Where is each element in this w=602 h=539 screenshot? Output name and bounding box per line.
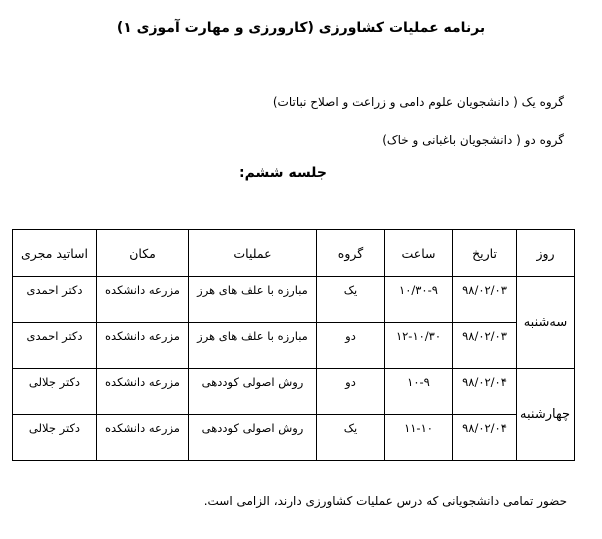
table-row: [13, 277, 575, 323]
time-cell: ۱۲-۱۰/۳۰: [385, 323, 453, 369]
place-cell: مزرعه دانشکده: [97, 277, 189, 323]
operation-cell: مبارزه با علف های هرز: [189, 323, 317, 369]
group-cell: دو: [317, 369, 385, 415]
date-cell: ۹۸/۰۲/۰۴: [453, 369, 517, 415]
place-cell: مزرعه دانشکده: [97, 323, 189, 369]
group-cell: دو: [317, 323, 385, 369]
operation-cell: روش اصولی کوددهی: [189, 369, 317, 415]
instructor-cell: دکتر جلالی: [13, 369, 97, 415]
instructor-cell: دکتر احمدی: [13, 277, 97, 323]
operation-cell: روش اصولی کوددهی: [189, 415, 317, 461]
header-place: مکان: [97, 230, 189, 277]
place-cell: مزرعه دانشکده: [97, 369, 189, 415]
instructor-cell: دکتر جلالی: [13, 415, 97, 461]
place-cell: مزرعه دانشکده: [97, 415, 189, 461]
schedule-table: [12, 229, 575, 461]
table-header-row: [13, 230, 575, 277]
group-cell: یک: [317, 415, 385, 461]
session-heading: جلسه ششم:: [238, 165, 327, 181]
header-group: گروه: [317, 230, 385, 277]
time-cell: ۱۰-۹: [385, 369, 453, 415]
instructor-cell: دکتر احمدی: [13, 323, 97, 369]
table-row: [13, 323, 575, 369]
time-cell: ۱۰/۳۰-۹: [385, 277, 453, 323]
date-cell: ۹۸/۰۲/۰۳: [453, 277, 517, 323]
day-cell: چهارشنبه: [517, 369, 575, 461]
attendance-note: حضور تمامی دانشجویانی که درس عملیات کشاورزی دارند، الزامی است.: [203, 494, 567, 508]
day-cell: سه‌شنبه: [517, 277, 575, 369]
group-two-description: گروه دو ( دانشجویان باغبانی و خاک): [382, 133, 564, 147]
date-cell: ۹۸/۰۲/۰۴: [453, 415, 517, 461]
group-one-description: گروه یک ( دانشجویان علوم دامی و زراعت و اصلاح نباتات): [272, 95, 564, 109]
header-instructor: اساتید مجری: [13, 230, 97, 277]
document-title: برنامه عملیات کشاورزی (کارورزی و مهارت آموزی ۱): [116, 20, 486, 36]
group-cell: یک: [317, 277, 385, 323]
table-row: [13, 415, 575, 461]
header-time: ساعت: [385, 230, 453, 277]
time-cell: ۱۱-۱۰: [385, 415, 453, 461]
table-row: [13, 369, 575, 415]
operation-cell: مبارزه با علف های هرز: [189, 277, 317, 323]
date-cell: ۹۸/۰۲/۰۳: [453, 323, 517, 369]
header-date: تاریخ: [453, 230, 517, 277]
header-operation: عملیات: [189, 230, 317, 277]
header-day: روز: [517, 230, 575, 277]
